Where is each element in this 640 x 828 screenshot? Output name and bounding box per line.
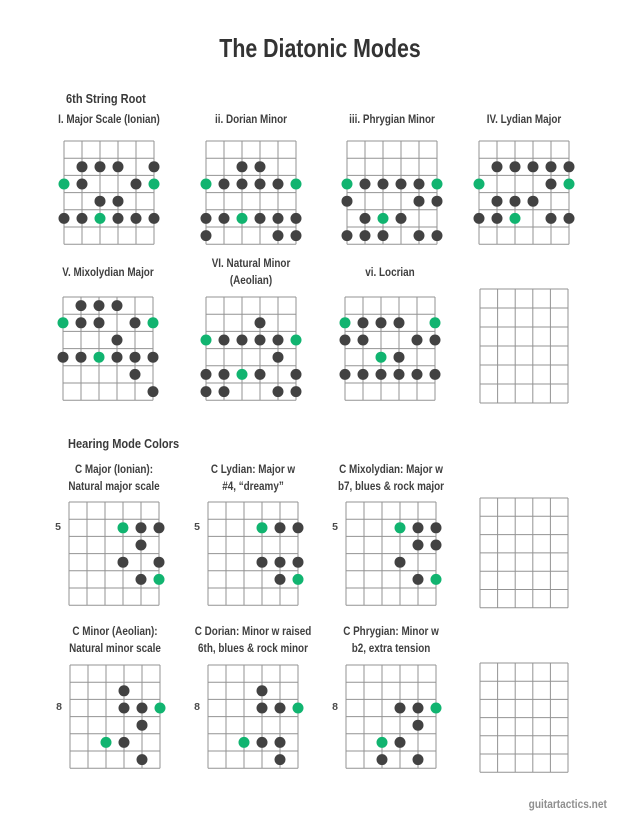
note-dot bbox=[237, 179, 248, 190]
note-dot bbox=[219, 213, 230, 224]
note-dot bbox=[358, 317, 369, 328]
fretboard-grid-ionian bbox=[56, 133, 162, 252]
note-dot bbox=[394, 317, 405, 328]
root-note-dot bbox=[201, 335, 212, 346]
note-dot bbox=[378, 179, 389, 190]
note-dot bbox=[275, 754, 286, 765]
root-note-dot bbox=[154, 574, 165, 585]
root-note-dot bbox=[510, 213, 521, 224]
root-note-dot bbox=[376, 352, 387, 363]
note-dot bbox=[376, 369, 387, 380]
note-dot bbox=[293, 522, 304, 533]
diagram-label-line: VI. Natural Minor bbox=[211, 258, 291, 270]
diagram-label-line: C Mixolydian: Major w bbox=[339, 463, 443, 476]
note-dot bbox=[395, 703, 406, 714]
empty-fretboard-grid bbox=[472, 281, 576, 411]
note-dot bbox=[77, 213, 88, 224]
note-dot bbox=[528, 196, 539, 207]
note-dot bbox=[340, 369, 351, 380]
note-dot bbox=[219, 179, 230, 190]
root-note-dot bbox=[293, 574, 304, 585]
fretboard-grid-c-minor bbox=[62, 657, 168, 776]
note-dot bbox=[492, 213, 503, 224]
note-dot bbox=[474, 213, 485, 224]
note-dot bbox=[275, 703, 286, 714]
note-dot bbox=[77, 161, 88, 172]
note-dot bbox=[255, 317, 266, 328]
diagram-label-line: C Major (Ionian): bbox=[74, 463, 154, 476]
note-dot bbox=[77, 179, 88, 190]
note-dot bbox=[360, 213, 371, 224]
note-dot bbox=[413, 703, 424, 714]
note-dot bbox=[413, 522, 424, 533]
note-dot bbox=[291, 369, 302, 380]
fretboard-grid-c-dorian bbox=[200, 657, 306, 776]
note-dot bbox=[94, 300, 105, 311]
note-dot bbox=[340, 335, 351, 346]
fretboard-grid-lydian bbox=[471, 133, 577, 252]
note-dot bbox=[136, 574, 147, 585]
diagram-label-line: C Minor (Aeolian): bbox=[72, 626, 158, 638]
note-dot bbox=[119, 703, 130, 714]
note-dot bbox=[136, 522, 147, 533]
diagram-label-line: (Aeolian) bbox=[229, 275, 273, 287]
note-dot bbox=[137, 703, 148, 714]
note-dot bbox=[377, 754, 388, 765]
note-dot bbox=[396, 213, 407, 224]
note-dot bbox=[137, 720, 148, 731]
diagram-label-line: IV. Lydian Major bbox=[486, 113, 562, 126]
root-note-dot bbox=[377, 737, 388, 748]
note-dot bbox=[378, 230, 389, 241]
note-dot bbox=[257, 737, 268, 748]
note-dot bbox=[113, 196, 124, 207]
fretboard-grid-c-mixolydian bbox=[338, 494, 444, 613]
note-dot bbox=[360, 230, 371, 241]
note-dot bbox=[342, 230, 353, 241]
fret-number-label: 5 bbox=[194, 520, 200, 533]
note-dot bbox=[293, 557, 304, 568]
note-dot bbox=[255, 335, 266, 346]
root-note-dot bbox=[257, 522, 268, 533]
note-dot bbox=[273, 386, 284, 397]
fret-number-label: 5 bbox=[332, 520, 338, 533]
diagram-label-line: vi. Locrian bbox=[365, 266, 415, 279]
note-dot bbox=[219, 335, 230, 346]
note-dot bbox=[414, 196, 425, 207]
root-note-dot bbox=[95, 213, 106, 224]
note-dot bbox=[257, 557, 268, 568]
note-dot bbox=[412, 335, 423, 346]
note-dot bbox=[394, 352, 405, 363]
note-dot bbox=[113, 213, 124, 224]
fret-number-label: 8 bbox=[56, 701, 62, 713]
note-dot bbox=[360, 179, 371, 190]
diagram-label-aeolian bbox=[182, 252, 320, 294]
note-dot bbox=[564, 161, 575, 172]
note-dot bbox=[510, 161, 521, 172]
root-note-dot bbox=[474, 179, 485, 190]
note-dot bbox=[257, 685, 268, 696]
fretboard-grid-dorian bbox=[198, 133, 304, 252]
note-dot bbox=[291, 386, 302, 397]
note-dot bbox=[413, 574, 424, 585]
root-note-dot bbox=[201, 179, 212, 190]
diagram-label-line: C Phrygian: Minor w bbox=[343, 626, 439, 638]
footer-site-name: guitartactics.net bbox=[528, 799, 607, 811]
note-dot bbox=[430, 335, 441, 346]
note-dot bbox=[273, 335, 284, 346]
note-dot bbox=[76, 352, 87, 363]
note-dot bbox=[219, 369, 230, 380]
root-note-dot bbox=[237, 213, 248, 224]
root-note-dot bbox=[378, 213, 389, 224]
root-note-dot bbox=[59, 179, 70, 190]
note-dot bbox=[112, 300, 123, 311]
note-dot bbox=[395, 557, 406, 568]
note-dot bbox=[492, 196, 503, 207]
empty-fretboard-grid bbox=[472, 655, 576, 780]
note-dot bbox=[59, 213, 70, 224]
note-dot bbox=[510, 196, 521, 207]
note-dot bbox=[219, 386, 230, 397]
note-dot bbox=[95, 196, 106, 207]
fret-number-label: 5 bbox=[55, 520, 61, 533]
fretboard-grid-phrygian bbox=[339, 133, 445, 252]
root-note-dot bbox=[432, 179, 443, 190]
fretboard-grid-locrian bbox=[337, 289, 443, 408]
note-dot bbox=[291, 213, 302, 224]
root-note-dot bbox=[395, 522, 406, 533]
root-note-dot bbox=[101, 737, 112, 748]
root-note-dot bbox=[148, 317, 159, 328]
fretboard-grid-c-major bbox=[61, 494, 167, 613]
note-dot bbox=[414, 230, 425, 241]
note-dot bbox=[255, 161, 266, 172]
note-dot bbox=[148, 386, 159, 397]
root-note-dot bbox=[149, 179, 160, 190]
note-dot bbox=[255, 179, 266, 190]
note-dot bbox=[432, 230, 443, 241]
root-note-dot bbox=[94, 352, 105, 363]
note-dot bbox=[95, 161, 106, 172]
empty-fretboard-grid bbox=[472, 490, 576, 616]
note-dot bbox=[112, 335, 123, 346]
note-dot bbox=[149, 161, 160, 172]
note-dot bbox=[137, 754, 148, 765]
note-dot bbox=[118, 557, 129, 568]
note-dot bbox=[130, 317, 141, 328]
note-dot bbox=[136, 540, 147, 551]
diagram-label-line: b7, blues & rock major bbox=[337, 480, 445, 493]
note-dot bbox=[395, 737, 406, 748]
note-dot bbox=[396, 179, 407, 190]
note-dot bbox=[413, 540, 424, 551]
note-dot bbox=[119, 685, 130, 696]
note-dot bbox=[154, 522, 165, 533]
note-dot bbox=[432, 196, 443, 207]
note-dot bbox=[94, 317, 105, 328]
root-note-dot bbox=[430, 317, 441, 328]
diagram-label-line: ii. Dorian Minor bbox=[215, 113, 287, 126]
note-dot bbox=[149, 213, 160, 224]
diagram-label-phrygian bbox=[323, 104, 461, 136]
note-dot bbox=[148, 352, 159, 363]
diagram-label-mixolydian bbox=[39, 252, 177, 294]
note-dot bbox=[275, 522, 286, 533]
note-dot bbox=[131, 179, 142, 190]
note-dot bbox=[76, 300, 87, 311]
root-note-dot bbox=[291, 179, 302, 190]
note-dot bbox=[412, 369, 423, 380]
note-dot bbox=[201, 230, 212, 241]
fretboard-grid-mixolydian bbox=[55, 289, 161, 408]
note-dot bbox=[154, 557, 165, 568]
note-dot bbox=[237, 335, 248, 346]
note-dot bbox=[273, 213, 284, 224]
note-dot bbox=[275, 574, 286, 585]
note-dot bbox=[492, 161, 503, 172]
root-note-dot bbox=[342, 179, 353, 190]
root-note-dot bbox=[291, 335, 302, 346]
note-dot bbox=[376, 317, 387, 328]
diagram-label-line: iii. Phrygian Minor bbox=[349, 113, 435, 126]
diagram-label-line: I. Major Scale (Ionian) bbox=[58, 113, 160, 126]
page-title: The Diatonic Modes bbox=[219, 33, 421, 63]
note-dot bbox=[546, 161, 557, 172]
note-dot bbox=[413, 720, 424, 731]
note-dot bbox=[275, 557, 286, 568]
root-note-dot bbox=[58, 317, 69, 328]
note-dot bbox=[564, 213, 575, 224]
note-dot bbox=[273, 352, 284, 363]
note-dot bbox=[237, 161, 248, 172]
root-note-dot bbox=[564, 179, 575, 190]
note-dot bbox=[119, 737, 130, 748]
note-dot bbox=[291, 230, 302, 241]
note-dot bbox=[130, 369, 141, 380]
diagram-label-c-dorian bbox=[184, 620, 322, 662]
note-dot bbox=[273, 230, 284, 241]
note-dot bbox=[358, 335, 369, 346]
diagram-label-locrian bbox=[321, 252, 459, 294]
note-dot bbox=[275, 737, 286, 748]
fretboard-grid-c-phrygian bbox=[338, 657, 444, 776]
root-note-dot bbox=[118, 522, 129, 533]
diagram-label-c-minor bbox=[46, 620, 184, 662]
diagram-label-line: b2, extra tension bbox=[351, 643, 431, 655]
note-dot bbox=[342, 196, 353, 207]
fretboard-grid-aeolian bbox=[198, 289, 304, 408]
note-dot bbox=[394, 369, 405, 380]
diagram-label-dorian bbox=[182, 104, 320, 136]
note-dot bbox=[112, 352, 123, 363]
root-note-dot bbox=[340, 317, 351, 328]
note-dot bbox=[414, 179, 425, 190]
section-header-hearing-mode-colors: Hearing Mode Colors bbox=[68, 436, 180, 451]
root-note-dot bbox=[431, 574, 442, 585]
diagram-label-line: 6th, blues & rock minor bbox=[198, 643, 308, 655]
note-dot bbox=[201, 213, 212, 224]
diagram-label-line: C Lydian: Major w bbox=[210, 463, 296, 476]
diagram-label-line: C Dorian: Minor w raised bbox=[194, 626, 312, 638]
fret-number-label: 8 bbox=[194, 701, 200, 713]
note-dot bbox=[131, 213, 142, 224]
diagram-label-line: Natural major scale bbox=[68, 480, 160, 493]
root-note-dot bbox=[239, 737, 250, 748]
note-dot bbox=[413, 754, 424, 765]
diagram-label-line: V. Mixolydian Major bbox=[62, 266, 154, 279]
root-note-dot bbox=[237, 369, 248, 380]
note-dot bbox=[430, 369, 441, 380]
note-dot bbox=[201, 386, 212, 397]
diagram-label-lydian bbox=[455, 104, 593, 136]
note-dot bbox=[113, 161, 124, 172]
diagram-label-ionian bbox=[40, 104, 178, 136]
note-dot bbox=[58, 352, 69, 363]
note-dot bbox=[201, 369, 212, 380]
root-note-dot bbox=[155, 703, 166, 714]
note-dot bbox=[273, 179, 284, 190]
note-dot bbox=[257, 703, 268, 714]
note-dot bbox=[76, 317, 87, 328]
note-dot bbox=[546, 213, 557, 224]
note-dot bbox=[431, 540, 442, 551]
note-dot bbox=[358, 369, 369, 380]
note-dot bbox=[255, 369, 266, 380]
diagram-label-line: Natural minor scale bbox=[69, 643, 161, 655]
diagram-label-line: #4, “dreamy” bbox=[222, 480, 284, 493]
note-dot bbox=[546, 179, 557, 190]
note-dot bbox=[130, 352, 141, 363]
note-dot bbox=[431, 522, 442, 533]
note-dot bbox=[528, 161, 539, 172]
fretboard-grid-c-lydian bbox=[200, 494, 306, 613]
note-dot bbox=[255, 213, 266, 224]
fret-number-label: 8 bbox=[332, 701, 338, 713]
root-note-dot bbox=[431, 703, 442, 714]
section-header-6th-string-root: 6th String Root bbox=[66, 91, 146, 106]
root-note-dot bbox=[293, 703, 304, 714]
diagram-label-c-phrygian bbox=[322, 620, 460, 662]
